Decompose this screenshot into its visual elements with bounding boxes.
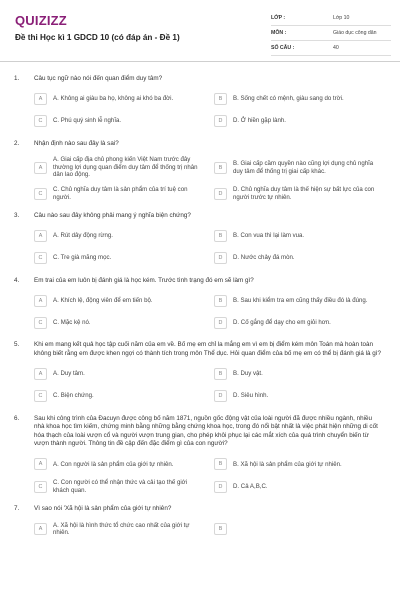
option-text: C. Mặc kệ nó. [53, 319, 91, 327]
option-letter-box: A [34, 162, 47, 174]
answer-option-d[interactable] [214, 315, 384, 330]
answer-option-d[interactable] [214, 389, 384, 404]
answer-option-b[interactable] [214, 92, 384, 107]
option-text: B. Sau khi kiểm tra em cũng thấy điều đó là đúng. [233, 297, 368, 305]
meta-value: 40 [333, 45, 339, 51]
meta-key: LỚP : [271, 15, 286, 21]
option-text: C. Tre già măng mọc. [53, 254, 112, 262]
option-letter-box: B [214, 458, 227, 470]
meta-row-subject [271, 26, 391, 41]
question-5 [0, 340, 400, 403]
answer-options [34, 293, 384, 330]
option-letter-box: C [34, 481, 47, 493]
answer-option-a[interactable] [34, 229, 204, 244]
option-text: B. Xã hội là sản phẩm của giới tự nhiên. [233, 460, 342, 468]
meta-key: MÔN : [271, 30, 287, 36]
option-text: A. Không ai giàu ba họ, không ai khó ba đời. [53, 95, 174, 103]
question-text: Em trai của em luôn bị đánh giá là học kém. Trước tình trạng đó em sẽ làm gì? [34, 276, 254, 284]
option-letter-box: C [34, 188, 47, 200]
option-text: C. Chủ nghĩa duy tâm là sản phẩm của trí tuệ con người. [53, 185, 188, 201]
question-1 [0, 74, 400, 129]
quizizz-logo: QUIZIZZ [15, 13, 67, 28]
option-letter-box: D [214, 481, 227, 493]
question-number: 7. [14, 505, 20, 513]
option-letter-box: A [34, 93, 47, 105]
option-text: C. Con người có thể nhận thức và cải tạo thế giới khách quan. [53, 478, 188, 494]
meta-row-class [271, 11, 391, 26]
question-number: 6. [14, 414, 20, 422]
option-text: A. Giai cấp địa chủ phong kiến Việt Nam trước đây thường lợi dụng quan điểm duy tâm để thống trị nhân dân lao động. [53, 156, 198, 179]
option-text: D. Cố gắng để dạy cho em giỏi hơn. [233, 319, 331, 327]
answer-option-c[interactable] [34, 186, 204, 201]
question-number: 2. [14, 139, 20, 147]
answer-option-d[interactable] [214, 479, 384, 494]
meta-row-count [271, 41, 391, 56]
option-letter-box: A [34, 458, 47, 470]
option-text: C. Biện chứng. [53, 392, 94, 400]
option-text: B. Con vua thì lại làm vua. [233, 232, 305, 240]
answer-option-a[interactable] [34, 92, 204, 107]
option-text: A. Rút dây động rừng. [53, 232, 113, 240]
option-letter-box: B [214, 162, 227, 174]
option-letter-box: D [214, 390, 227, 402]
option-letter-box: D [214, 115, 227, 127]
answer-option-b[interactable] [214, 156, 384, 179]
option-text: C. Phú quý sinh lễ nghĩa. [53, 117, 122, 125]
answer-option-c[interactable] [34, 315, 204, 330]
answer-option-c[interactable] [34, 114, 204, 129]
question-6 [0, 414, 400, 495]
option-letter-box: B [214, 230, 227, 242]
question-4 [0, 276, 400, 331]
question-list [0, 74, 400, 547]
option-text: B. Sống chết có mệnh, giàu sang do trời. [233, 95, 344, 103]
option-letter-box: C [34, 115, 47, 127]
question-text: Khi em mang kết quả học tập cuối năm của em về. Bố mẹ em chỉ la mắng em vì em bị điểm kém môn Toán mà hoàn toàn không biết rằng em được khen ngợi có thành tích trong môn Thể dục. Hỏi quan điểm của bố mẹ em có thể bị đánh giá là gì? [34, 341, 382, 357]
option-text: D. Chủ nghĩa duy tâm là thế hiện sự bất lực của con người trước tự nhiên. [233, 185, 375, 201]
answer-option-c[interactable] [34, 389, 204, 404]
option-text: A. Xã hội là hình thức tổ chức cao nhất của giới tự nhiên. [53, 521, 190, 537]
option-letter-box: A [34, 523, 47, 535]
question-text: Nhận định nào sau đây là sai? [34, 139, 119, 147]
question-3 [0, 211, 400, 266]
option-text: B. Giai cấp cầm quyền nào cũng lợi dụng chủ nghĩa duy tâm để thống trị giai cấp khác. [233, 159, 374, 175]
meta-table [271, 11, 391, 56]
option-letter-box: B [214, 368, 227, 380]
option-letter-box: B [214, 295, 227, 307]
option-text: B. Duy vật. [233, 370, 263, 378]
answer-options [34, 92, 384, 129]
answer-option-d[interactable] [214, 186, 384, 201]
option-letter-box: B [214, 93, 227, 105]
document-title: Đề thi Học kì 1 GDCD 10 (có đáp án - Đề 1) [15, 33, 180, 42]
question-7 [0, 504, 400, 537]
option-text: D. Ở hiền gặp lành. [233, 117, 286, 125]
question-text: Sau khi công trình của Đacuyn được công bố năm 1871, nguồn gốc động vật của loài người đã được nhiều ngành, nhiều nhà khoa học tìm kiếm, chứng minh bằng những bằng chứng khoa học, trong đó nổi bật nhất là việc phát hiện những di cốt hóa thạch của loài vượn cổ và người vượn trung gian, cho phép khôi phục lại các mắt xích của quá trình chuyển biến từ vượn thành người. Thông tin đề cập đến đặc điểm gì của con người? [34, 414, 378, 448]
option-letter-box: C [34, 390, 47, 402]
worksheet-header [0, 0, 400, 62]
meta-value: Giáo dục công dân [333, 30, 377, 36]
answer-option-d[interactable] [214, 114, 384, 129]
question-text: Vì sao nói 'Xã hội là sản phẩm của giới tự nhiên? [34, 505, 172, 513]
option-letter-box: C [34, 252, 47, 264]
option-text: D. Nước chảy đá mòn. [233, 254, 295, 262]
option-letter-box: A [34, 230, 47, 242]
answer-option-a[interactable] [34, 156, 204, 179]
option-text: A. Duy tâm. [53, 370, 85, 378]
question-number: 4. [14, 276, 20, 284]
option-letter-box: A [34, 295, 47, 307]
answer-option-b[interactable] [214, 293, 384, 308]
question-number: 1. [14, 75, 20, 82]
option-letter-box: D [214, 188, 227, 200]
answer-options [34, 156, 384, 201]
meta-value: Lớp 10 [333, 15, 350, 21]
answer-option-b[interactable] [214, 457, 384, 472]
answer-options [34, 457, 384, 494]
answer-options [34, 229, 384, 266]
option-letter-box: C [34, 317, 47, 329]
answer-option-a[interactable] [34, 293, 204, 308]
option-text: A. Con người là sản phẩm của giới tự nhiên. [53, 460, 174, 468]
option-text: D. Siêu hình. [233, 392, 269, 400]
question-text: Câu nào sau đây không phải mang ý nghĩa biện chứng? [34, 212, 191, 220]
answer-option-a[interactable] [34, 367, 204, 382]
option-letter-box: B [214, 523, 227, 535]
question-number: 5. [14, 341, 20, 349]
answer-option-b[interactable] [214, 229, 384, 244]
meta-key: SỐ CÂU : [271, 45, 295, 51]
question-number: 3. [14, 212, 20, 220]
answer-options [34, 522, 384, 537]
answer-option-c[interactable] [34, 251, 204, 266]
option-letter-box: A [34, 368, 47, 380]
answer-option-c[interactable] [34, 479, 204, 494]
question-text: Câu tục ngữ nào nói đến quan điểm duy tâm? [34, 75, 163, 82]
option-text: D. Cả A,B,C. [233, 482, 268, 490]
answer-option-b[interactable] [214, 522, 384, 537]
option-letter-box: D [214, 252, 227, 264]
answer-option-d[interactable] [214, 251, 384, 266]
answer-option-a[interactable] [34, 457, 204, 472]
answer-option-b[interactable] [214, 367, 384, 382]
option-letter-box: D [214, 317, 227, 329]
answer-options [34, 367, 384, 404]
answer-option-a[interactable] [34, 522, 204, 537]
option-text: A. Khích lệ, động viên để em tiến bộ. [53, 297, 153, 305]
question-2 [0, 139, 400, 202]
